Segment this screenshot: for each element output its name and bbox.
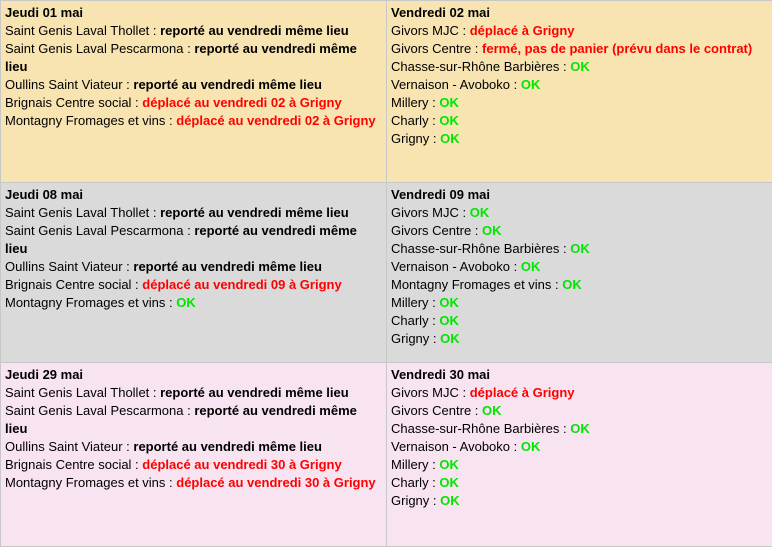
location-entry [391,94,768,112]
location-status: reporté au vendredi même lieu [5,41,357,74]
location-name: Givors Centre : [391,223,482,238]
location-name: Chasse-sur-Rhône Barbières : [391,59,570,74]
location-status: OK [482,403,502,418]
location-entry [391,130,768,148]
location-status: déplacé au vendredi 09 à Grigny [142,277,341,292]
location-name: Grigny : [391,131,440,146]
location-status: OK [562,277,582,292]
location-name: Oullins Saint Viateur : [5,259,133,274]
location-entry [5,222,382,258]
location-name: Millery : [391,95,439,110]
location-entry [5,112,382,130]
location-entry [391,330,768,348]
location-entry [391,240,768,258]
location-status: OK [439,295,459,310]
location-status: OK [521,77,541,92]
location-status: déplacé au vendredi 02 à Grigny [176,113,375,128]
location-status: reporté au vendredi même lieu [5,223,357,256]
location-status: déplacé au vendredi 02 à Grigny [142,95,341,110]
location-status: reporté au vendredi même lieu [160,385,349,400]
location-name: Givors MJC : [391,23,470,38]
location-name: Grigny : [391,331,440,346]
location-status: OK [439,95,459,110]
location-entry [391,22,768,40]
location-status: OK [570,421,590,436]
location-name: Brignais Centre social : [5,95,142,110]
friday-cell [387,183,772,363]
location-name: Givors MJC : [391,205,470,220]
day-date: Jeudi 29 mai [5,366,382,384]
location-status: déplacé à Grigny [470,23,575,38]
thursday-cell [1,363,387,547]
location-entry [5,204,382,222]
location-entry [5,22,382,40]
week-row [1,363,772,547]
location-entry [5,402,382,438]
location-name: Givors Centre : [391,41,482,56]
location-name: Millery : [391,295,439,310]
location-entry [391,204,768,222]
location-status: OK [482,223,502,238]
location-entry [5,276,382,294]
location-entry [391,276,768,294]
location-status: OK [439,475,459,490]
location-name: Montagny Fromages et vins : [5,295,176,310]
friday-cell [387,363,772,547]
location-entry [391,312,768,330]
location-name: Givors MJC : [391,385,470,400]
location-status: OK [440,331,460,346]
location-name: Charly : [391,113,439,128]
schedule-body [1,1,772,547]
location-entry [5,384,382,402]
location-status: OK [570,241,590,256]
day-date: Jeudi 01 mai [5,4,382,22]
location-status: reporté au vendredi même lieu [160,23,349,38]
location-name: Brignais Centre social : [5,277,142,292]
location-status: reporté au vendredi même lieu [5,403,357,436]
location-entry [5,456,382,474]
location-status: OK [440,493,460,508]
location-entry [391,384,768,402]
thursday-cell [1,183,387,363]
location-status: déplacé au vendredi 30 à Grigny [176,475,375,490]
location-name: Vernaison - Avoboko : [391,439,521,454]
location-name: Saint Genis Laval Thollet : [5,23,160,38]
day-date: Vendredi 09 mai [391,186,768,204]
location-name: Saint Genis Laval Thollet : [5,385,160,400]
location-entry [5,94,382,112]
location-entry [391,420,768,438]
location-entry [391,222,768,240]
location-entry [391,258,768,276]
location-name: Oullins Saint Viateur : [5,439,133,454]
location-status: reporté au vendredi même lieu [133,77,322,92]
location-name: Givors Centre : [391,403,482,418]
location-status: OK [439,113,459,128]
location-entry [391,76,768,94]
location-entry [391,492,768,510]
location-name: Chasse-sur-Rhône Barbières : [391,241,570,256]
week-row [1,1,772,183]
location-entry [391,474,768,492]
location-entry [391,40,768,58]
location-status: OK [176,295,196,310]
thursday-cell [1,1,387,183]
location-status: reporté au vendredi même lieu [133,259,322,274]
location-status: OK [570,59,590,74]
location-name: Montagny Fromages et vins : [391,277,562,292]
location-entry [391,438,768,456]
location-name: Vernaison - Avoboko : [391,77,521,92]
location-status: OK [521,259,541,274]
location-entry [391,112,768,130]
location-entry [5,258,382,276]
location-status: OK [439,313,459,328]
location-name: Montagny Fromages et vins : [5,113,176,128]
location-name: Chasse-sur-Rhône Barbières : [391,421,570,436]
location-name: Saint Genis Laval Pescarmona : [5,41,194,56]
location-entry [391,402,768,420]
location-entry [391,294,768,312]
location-name: Saint Genis Laval Thollet : [5,205,160,220]
location-status: fermé, pas de panier (prévu dans le contrat) [482,41,752,56]
day-date: Jeudi 08 mai [5,186,382,204]
location-status: OK [521,439,541,454]
location-status: reporté au vendredi même lieu [160,205,349,220]
location-entry [5,40,382,76]
friday-cell [387,1,772,183]
location-status: déplacé à Grigny [470,385,575,400]
location-status: OK [440,131,460,146]
location-name: Montagny Fromages et vins : [5,475,176,490]
day-date: Vendredi 02 mai [391,4,768,22]
location-name: Saint Genis Laval Pescarmona : [5,223,194,238]
location-status: reporté au vendredi même lieu [133,439,322,454]
location-entry [5,474,382,492]
location-entry [5,76,382,94]
location-entry [391,58,768,76]
location-entry [391,456,768,474]
location-name: Grigny : [391,493,440,508]
week-row [1,183,772,363]
location-entry [5,438,382,456]
day-date: Vendredi 30 mai [391,366,768,384]
location-status: OK [470,205,490,220]
location-name: Charly : [391,475,439,490]
location-entry [5,294,382,312]
location-name: Saint Genis Laval Pescarmona : [5,403,194,418]
location-name: Millery : [391,457,439,472]
location-name: Charly : [391,313,439,328]
location-status: OK [439,457,459,472]
location-name: Vernaison - Avoboko : [391,259,521,274]
location-name: Brignais Centre social : [5,457,142,472]
location-status: déplacé au vendredi 30 à Grigny [142,457,341,472]
location-name: Oullins Saint Viateur : [5,77,133,92]
